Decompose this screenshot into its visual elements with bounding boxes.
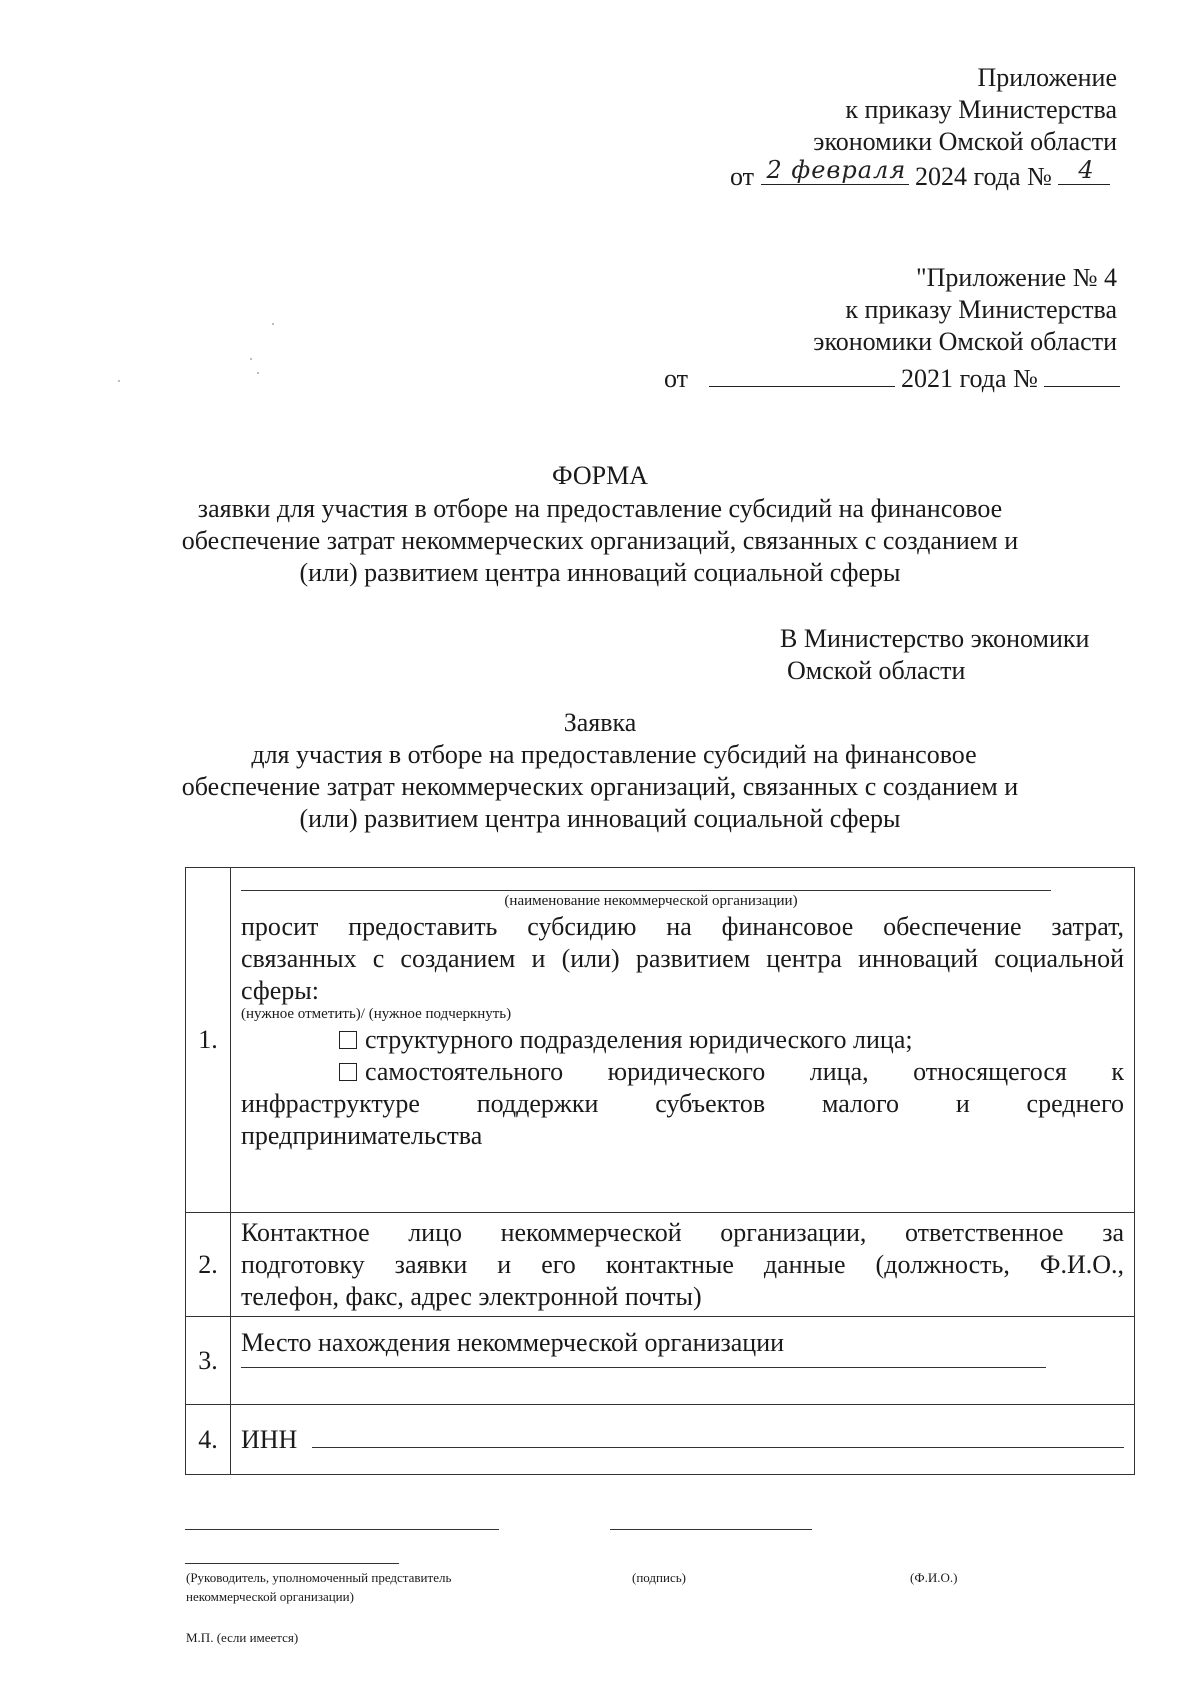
scan-speck <box>257 372 259 374</box>
form-title-line2: обеспечение затрат некоммерческих организаций, связанных с созданием и <box>181 526 1019 555</box>
option-structural-label: структурного подразделения юридического лица; <box>365 1025 913 1054</box>
row2-content <box>231 1213 1135 1317</box>
row1-note: (нужное отметить)/ (нужное подчеркнуть) <box>241 1006 512 1022</box>
form-heading: ФОРМА <box>552 461 648 490</box>
row3-text: Место нахождения некоммерческой организации <box>241 1328 785 1357</box>
signature-role-line[interactable] <box>185 1529 499 1530</box>
signature-role-caption2: некоммерческой организации) <box>186 1589 354 1604</box>
appendix-order: к приказу Министерства <box>845 95 1117 124</box>
table-row <box>186 868 1135 1213</box>
appendix-date-line <box>730 156 1110 193</box>
option-structural <box>241 1024 1124 1056</box>
appendix-year-text: 2024 года № <box>915 162 1052 191</box>
appendix4-ministry: экономики Омской области <box>813 327 1117 356</box>
seal-caption: М.П. (если имеется) <box>186 1630 299 1645</box>
signature-role-underline <box>185 1563 399 1564</box>
signature-sign-caption: (подпись) <box>632 1570 686 1585</box>
scan-speck <box>272 323 274 325</box>
appendix4-date-prefix: от <box>664 364 689 393</box>
table-row <box>186 1213 1135 1317</box>
org-name-field[interactable] <box>241 882 1051 891</box>
org-name-caption: (наименование некоммерческой организации) <box>504 893 798 909</box>
table-row <box>186 1317 1135 1405</box>
appendix4-date-field <box>709 362 895 387</box>
row1-content <box>231 868 1135 1213</box>
application-table <box>185 867 1135 1475</box>
table-row <box>186 1405 1135 1475</box>
row1-text-line1: просит предоставить субсидию на финансовое обеспечение затрат, <box>241 912 1124 941</box>
appendix-ministry: экономики Омской области <box>813 127 1117 156</box>
signature-role-caption1: (Руководитель, уполномоченный представитель <box>186 1570 452 1585</box>
application-line1: для участия в отборе на предоставление субсидий на финансовое <box>251 740 977 769</box>
signature-fio-caption: (Ф.И.О.) <box>910 1570 958 1585</box>
option-structural-checkbox[interactable] <box>339 1031 357 1049</box>
row-number: 3. <box>186 1317 231 1405</box>
row2-text-line1: Контактное лицо некоммерческой организации, ответственное за <box>241 1217 1124 1247</box>
appendix-title: Приложение <box>977 63 1117 92</box>
row2-text-line3: телефон, факс, адрес электронной почты) <box>241 1281 702 1311</box>
appendix4-order: к приказу Министерства <box>845 295 1117 324</box>
appendix-date-prefix: от <box>730 162 755 191</box>
option-independent-label: самостоятельного юридического лица, относящегося к <box>365 1057 1124 1086</box>
address-field[interactable] <box>241 1359 1046 1368</box>
application-line3: (или) развитием центра инноваций социальной сферы <box>299 804 901 833</box>
application-heading: Заявка <box>563 708 637 737</box>
row4-content <box>231 1405 1135 1475</box>
row-number: 2. <box>186 1213 231 1317</box>
appendix-number-field <box>1058 156 1110 185</box>
addressee-line2: Омской области <box>787 656 966 685</box>
form-title-line1: заявки для участия в отборе на предоставление субсидий на финансовое <box>197 494 1003 523</box>
appendix4-number-field <box>1044 362 1120 387</box>
scan-speck <box>118 380 120 382</box>
option-independent-line3: предпринимательства <box>241 1121 483 1150</box>
appendix4-date-line <box>664 362 1120 395</box>
row-number: 1. <box>186 868 231 1213</box>
appendix4-year-text: 2021 года № <box>901 364 1038 393</box>
row1-text-line3: сферы: <box>241 976 319 1005</box>
option-independent-checkbox[interactable] <box>339 1063 357 1081</box>
inn-label: ИНН <box>241 1425 298 1454</box>
row1-text-line2: связанных с созданием и (или) развитием центра инноваций социальной <box>241 944 1124 973</box>
inn-field[interactable] <box>312 1423 1124 1448</box>
row-number: 4. <box>186 1405 231 1475</box>
scan-speck <box>250 358 252 360</box>
form-title-line3: (или) развитием центра инноваций социальной сферы <box>299 558 901 587</box>
addressee-line1: В Министерство экономики <box>780 624 1090 653</box>
row3-content <box>231 1317 1135 1405</box>
option-independent-line2: инфраструктуре поддержки субъектов малого и среднего <box>241 1089 1124 1118</box>
appendix4-title: "Приложение № 4 <box>916 263 1117 292</box>
appendix-date-field <box>761 156 909 185</box>
application-line2: обеспечение затрат некоммерческих организаций, связанных с созданием и <box>181 772 1019 801</box>
option-independent <box>241 1056 1124 1088</box>
appendix-number-handwritten: 4 <box>1078 156 1095 184</box>
signature-sign-line[interactable] <box>610 1529 812 1530</box>
row2-text-line2: подготовку заявки и его контактные данные (должность, Ф.И.О., <box>241 1249 1124 1279</box>
appendix-date-handwritten: 2 февраля <box>766 156 907 184</box>
